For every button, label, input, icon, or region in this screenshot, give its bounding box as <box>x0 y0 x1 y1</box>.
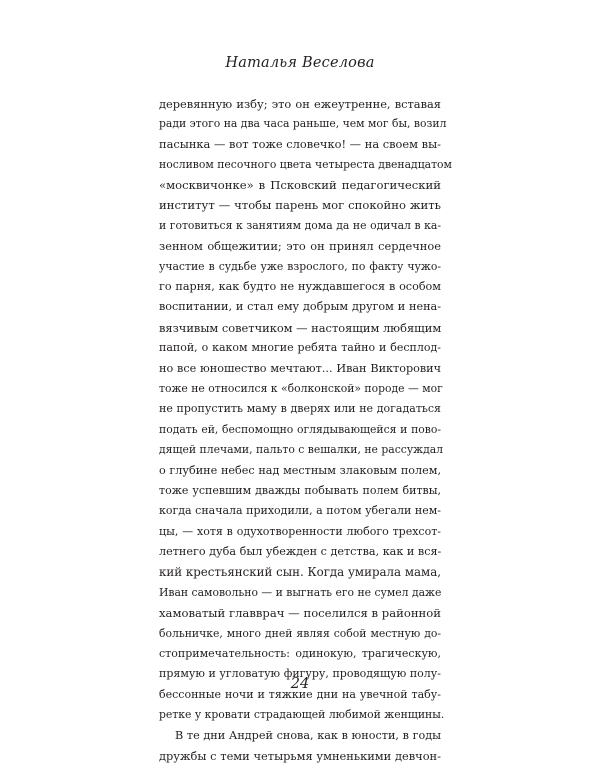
text-line: го парня, как будто не нуждавшегося в особом <box>159 277 441 297</box>
text-line: папой, о каком многие ребята тайно и бесплод- <box>159 338 441 358</box>
text-line: участие в судьбе уже взрослого, по факту чужо- <box>159 257 441 277</box>
text-line: ради этого на два часа раньше, чем мог бы, возил <box>159 114 441 134</box>
text-line: больничке, много дней являя собой местную до- <box>159 624 441 644</box>
text-line: когда сначала приходили, а потом убегали нем- <box>159 501 441 521</box>
text-line: летнего дуба был убежден с детства, как и вся- <box>159 542 441 562</box>
text-line: прямую и угловатую фигуру, проводящую полу- <box>159 664 441 684</box>
text-line: Иван самовольно — и выгнать его не сумел даже <box>159 583 441 603</box>
text-line: В те дни Андрей снова, как в юности, в годы <box>159 726 441 746</box>
text-line: о глубине небес над местным злаковым полем, <box>159 461 441 481</box>
text-line: тоже не относился к «болконской» породе — мог <box>159 379 441 399</box>
text-line: дящей плечами, пальто с вешалки, не рассуждал <box>159 440 441 460</box>
text-line: цы, — хотя в одухотворенности любого трехсот- <box>159 522 441 542</box>
text-line: пасынка — вот тоже словечко! — на своем вы- <box>159 134 441 154</box>
text-line: носливом песочного цвета четыреста двенадцатом <box>159 155 441 175</box>
text-line: деревянную избу; это он ежеутренне, вставая <box>159 94 441 114</box>
text-line: но все юношество мечтают... Иван Викторович <box>159 359 441 379</box>
text-line: тоже успевшим дважды побывать полем битвы, <box>159 481 441 501</box>
page-number: 24 <box>0 676 600 692</box>
text-line: и готовиться к занятиям дома да не одичал в ка- <box>159 216 441 236</box>
text-line: воспитании, и стал ему добрым другом и нена- <box>159 297 441 317</box>
text-line: стопримечательность: одинокую, трагическую, <box>159 644 441 664</box>
text-line: вязчивым советчиком — настоящим любящим <box>159 318 441 338</box>
text-line: подать ей, беспомощно оглядывающейся и пово- <box>159 420 441 440</box>
text-line: дружбы с теми четырьмя умненькими девчон- <box>159 746 441 766</box>
text-line: ретке у кровати страдающей любимой женщины. <box>159 705 441 725</box>
text-line: бессонные ночи и тяжкие дни на увечной табу- <box>159 685 441 705</box>
text-line: кий крестьянский сын. Когда умирала мама, <box>159 562 441 582</box>
text-line: «москвичонке» в Псковский педагогический <box>159 175 441 195</box>
running-head: Наталья Веселова <box>0 55 600 71</box>
text-line: хамоватый главврач — поселился в районной <box>159 603 441 623</box>
text-line: институт — чтобы парень мог спокойно жить <box>159 195 441 215</box>
text-line: зенном общежитии; это он принял сердечное <box>159 236 441 256</box>
text-line: не пропустить маму в дверях или не догадаться <box>159 399 441 419</box>
body-text <box>159 94 441 766</box>
